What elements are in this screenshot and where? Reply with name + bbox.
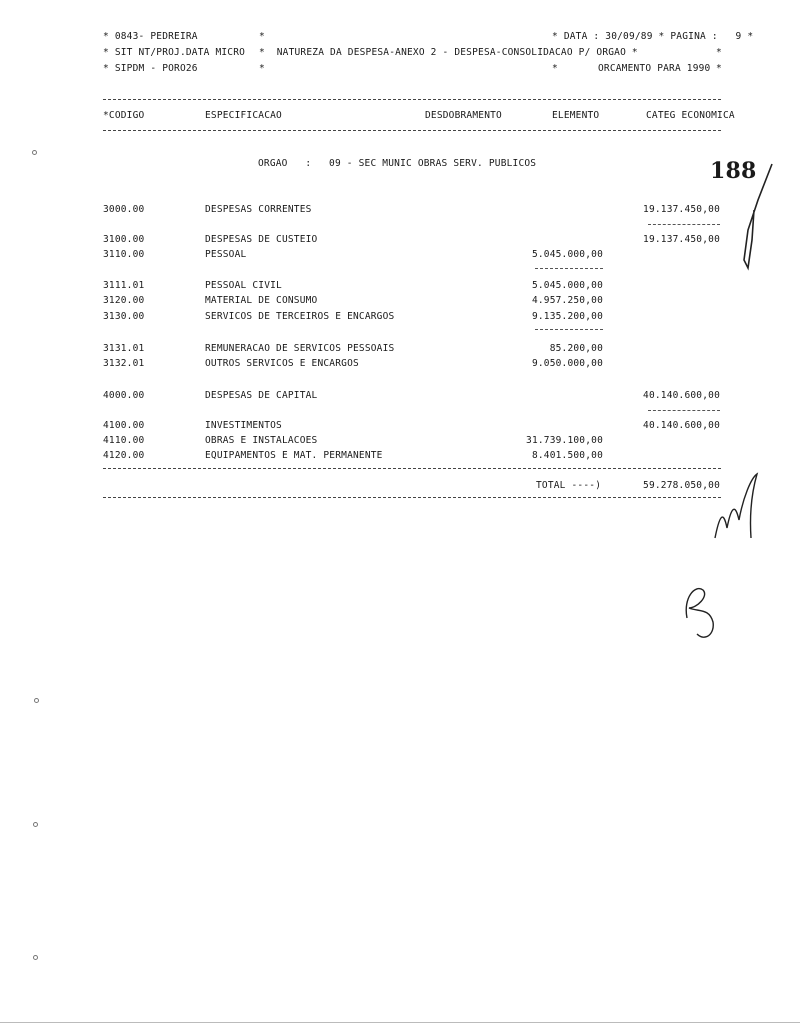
table-row-desc: PESSOAL	[205, 249, 247, 260]
orgao-line: ORGAO : 09 - SEC MUNIC OBRAS SERV. PUBLICOS	[258, 158, 537, 169]
table-row-elem: 31.739.100,00	[526, 435, 603, 446]
column-header-top-rule	[103, 99, 721, 100]
table-row-code: 4120.00	[103, 450, 145, 461]
subtotal-rule	[648, 410, 720, 411]
table-row-desc: REMUNERACAO DE SERVICOS PESSOAIS	[205, 343, 395, 354]
header-system-line: * SIT NT/PROJ.DATA MICRO	[103, 47, 246, 58]
column-header-bottom-rule	[103, 130, 721, 131]
table-row-elem: 85.200,00	[549, 343, 603, 354]
total-label: TOTAL ----)	[536, 480, 602, 491]
table-row-elem: 5.045.000,00	[531, 249, 603, 260]
table-row-categ: 19.137.450,00	[643, 204, 720, 215]
scan-speck	[32, 150, 37, 155]
table-row-code: 3110.00	[103, 249, 145, 260]
subtotal-rule	[535, 329, 603, 330]
table-row-categ: 40.140.600,00	[643, 390, 720, 401]
total-top-rule	[103, 468, 721, 469]
header-title: * NATUREZA DA DESPESA-ANEXO 2 - DESPESA-CONSOLIDACAO P/ ORGAO *	[259, 47, 638, 58]
table-row-code: 3000.00	[103, 204, 145, 215]
subtotal-rule	[648, 224, 720, 225]
header-program-line: * SIPDM - PORO26	[103, 63, 198, 74]
column-elemento: ELEMENTO	[552, 110, 600, 121]
table-row-desc: OUTROS SERVICOS E ENCARGOS	[205, 358, 359, 369]
table-row-desc: DESPESAS DE CUSTEIO	[205, 234, 318, 245]
header-date-page: * DATA : 30/09/89 * PAGINA : 9 *	[552, 31, 754, 42]
table-row-desc: SERVICOS DE TERCEIROS E ENCARGOS	[205, 311, 395, 322]
table-row-code: 3131.01	[103, 343, 145, 354]
header-separator-star: *	[259, 31, 265, 42]
header-separator-star: *	[552, 63, 558, 74]
table-row-code: 3132.01	[103, 358, 145, 369]
table-row-code: 3130.00	[103, 311, 145, 322]
column-categ-economica: CATEG ECONOMICA	[646, 110, 735, 121]
handwritten-signature-icon	[675, 578, 725, 648]
scan-bottom-edge	[0, 1022, 800, 1023]
table-row-desc: OBRAS E INSTALACOES	[205, 435, 318, 446]
table-row-desc: EQUIPAMENTOS E MAT. PERMANENTE	[205, 450, 383, 461]
table-row-categ: 40.140.600,00	[643, 420, 720, 431]
table-row-code: 4000.00	[103, 390, 145, 401]
handwritten-page-number: 188	[710, 158, 757, 184]
table-row-code: 4110.00	[103, 435, 145, 446]
table-row-elem: 5.045.000,00	[531, 280, 603, 291]
table-row-elem: 9.050.000,00	[531, 358, 603, 369]
subtotal-rule	[535, 268, 603, 269]
scan-speck	[33, 822, 38, 827]
total-bottom-rule	[103, 497, 721, 498]
table-row-desc: DESPESAS DE CAPITAL	[205, 390, 318, 401]
header-separator-star: *	[259, 63, 265, 74]
column-especificacao: ESPECIFICACAO	[205, 110, 282, 121]
column-desdobramento: DESDOBRAMENTO	[425, 110, 502, 121]
column-codigo: *CODIGO	[103, 110, 145, 121]
table-row-elem: 4.957.250,00	[531, 295, 603, 306]
table-row-desc: PESSOAL CIVIL	[205, 280, 282, 291]
table-row-code: 3100.00	[103, 234, 145, 245]
table-row-code: 3120.00	[103, 295, 145, 306]
table-row-code: 4100.00	[103, 420, 145, 431]
table-row-categ: 19.137.450,00	[643, 234, 720, 245]
table-row-code: 3111.01	[103, 280, 145, 291]
table-row-desc: INVESTIMENTOS	[205, 420, 282, 431]
table-row-elem: 8.401.500,00	[531, 450, 603, 461]
table-row-desc: DESPESAS CORRENTES	[205, 204, 312, 215]
header-separator-star: *	[716, 63, 722, 74]
header-separator-star: *	[716, 47, 722, 58]
header-org-line: * 0843- PEDREIRA	[103, 31, 198, 42]
table-row-elem: 9.135.200,00	[531, 311, 603, 322]
table-row-desc: MATERIAL DE CONSUMO	[205, 295, 318, 306]
scan-speck	[34, 698, 39, 703]
header-budget-year: ORCAMENTO PARA 1990	[598, 63, 711, 74]
handwritten-initials-icon	[705, 468, 765, 548]
total-value: 59.278.050,00	[643, 480, 720, 491]
scan-speck	[33, 955, 38, 960]
handwritten-mark-icon	[738, 160, 778, 275]
